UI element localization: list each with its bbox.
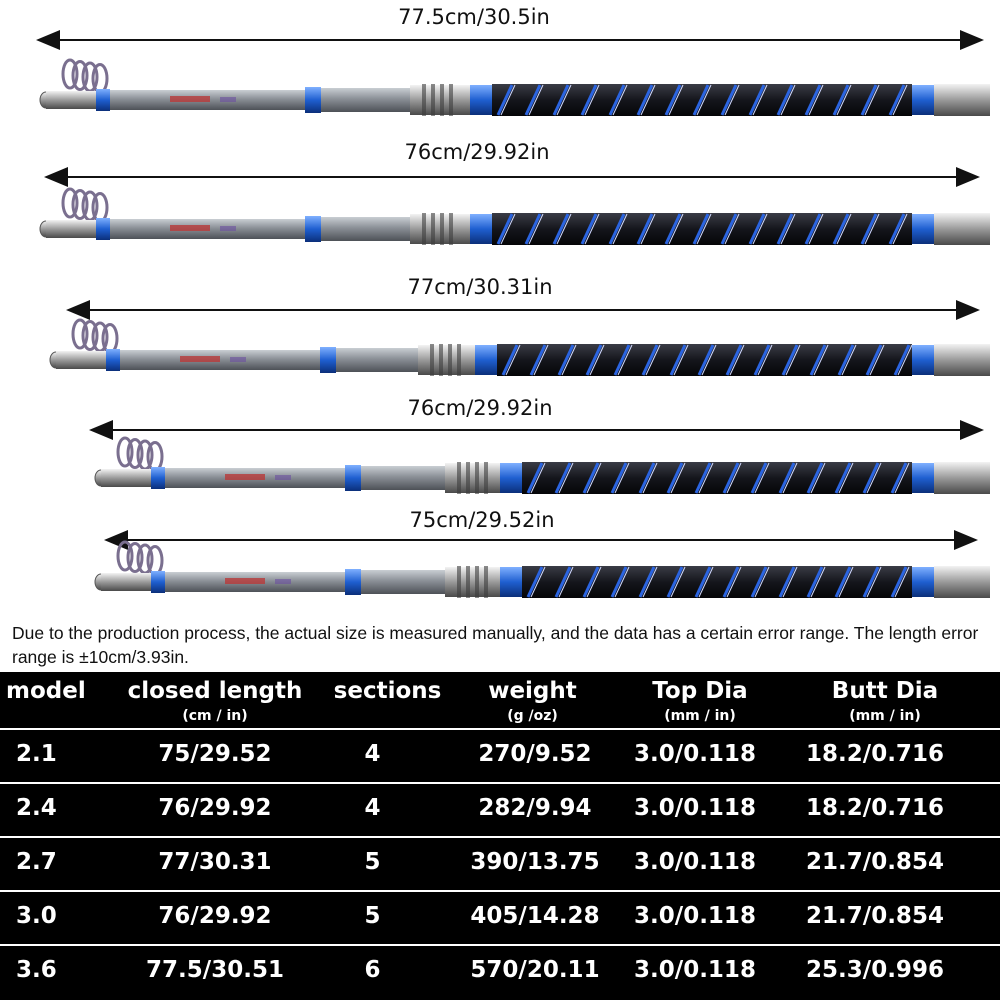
- reel-seat-ring: [448, 344, 452, 376]
- cell-butt-dia: 21.7/0.854: [806, 849, 944, 875]
- spec-table: [0, 672, 1000, 1000]
- blue-band: [912, 345, 934, 375]
- reel-seat-ring: [484, 462, 488, 494]
- table-row: [0, 944, 1000, 998]
- blank-logo: [275, 579, 291, 584]
- length-label-4: 76cm/29.92in: [407, 396, 553, 420]
- cell-weight: 282/9.94: [478, 795, 592, 821]
- table-row: [0, 782, 1000, 836]
- reel-seat-ring: [449, 84, 453, 116]
- cell-top-dia: 3.0/0.118: [634, 957, 756, 983]
- rod-blank: [361, 570, 445, 594]
- cell-sections: 6: [364, 957, 381, 983]
- blank-logo: [275, 475, 291, 480]
- blue-band: [475, 345, 497, 375]
- header-butt-dia: [795, 672, 975, 728]
- blue-band: [151, 467, 165, 489]
- error-range-note: Due to the production process, the actual size is measured manually, and the data has a certain error range. The length error range is ±10cm/3.93in.: [12, 623, 979, 667]
- cell-butt-dia: 18.2/0.716: [806, 795, 944, 821]
- header-weight: [455, 672, 610, 728]
- cell-closed-length: 76/29.92: [158, 795, 272, 821]
- rod-3: [50, 310, 990, 376]
- tip-section: [101, 469, 151, 487]
- guide-ring: [148, 547, 162, 575]
- butt-cap: [934, 213, 990, 245]
- cell-top-dia: 3.0/0.118: [634, 903, 756, 929]
- cell-model: 3.0: [16, 903, 57, 929]
- reel-seat-ring: [475, 566, 479, 598]
- header-closed-length: [110, 672, 320, 728]
- reel-seat-ring: [422, 213, 426, 245]
- tip-section: [101, 573, 151, 591]
- cell-top-dia: 3.0/0.118: [634, 741, 756, 767]
- length-label-3: 77cm/30.31in: [407, 275, 553, 299]
- blue-band: [305, 87, 321, 113]
- blue-band: [96, 218, 110, 240]
- reel-seat-ring: [422, 84, 426, 116]
- rod-blank: [361, 466, 445, 490]
- reel-seat-ring: [440, 213, 444, 245]
- blue-band: [500, 463, 522, 493]
- cell-sections: 5: [364, 849, 381, 875]
- header-butt-dia-unit: (mm / in): [849, 708, 921, 724]
- table-row: [0, 836, 1000, 890]
- rod-2: [40, 177, 990, 245]
- blank-logo: [180, 356, 220, 362]
- tip-section: [56, 351, 106, 369]
- butt-cap: [934, 462, 990, 494]
- cell-weight: 570/20.11: [470, 957, 600, 983]
- blank-logo: [230, 357, 246, 362]
- blue-band: [320, 347, 336, 373]
- blue-band: [96, 89, 110, 111]
- header-weight-unit: (g /oz): [507, 708, 558, 724]
- cell-butt-dia: 21.7/0.854: [806, 903, 944, 929]
- cell-sections: 4: [364, 741, 381, 767]
- guide-ring: [93, 194, 107, 222]
- blue-band: [151, 571, 165, 593]
- cell-closed-length: 75/29.52: [158, 741, 272, 767]
- header-weight-title: weight: [488, 678, 577, 704]
- length-label-5: 75cm/29.52in: [409, 508, 555, 532]
- cell-top-dia: 3.0/0.118: [634, 849, 756, 875]
- cell-closed-length: 77.5/30.51: [146, 957, 284, 983]
- length-label-2: 76cm/29.92in: [404, 140, 550, 164]
- reel-seat-ring: [440, 84, 444, 116]
- cell-butt-dia: 25.3/0.996: [806, 957, 944, 983]
- butt-cap: [934, 84, 990, 116]
- table-row: [0, 890, 1000, 944]
- guide-ring: [103, 325, 117, 353]
- cell-model: 3.6: [16, 957, 57, 983]
- reel-seat-ring: [457, 344, 461, 376]
- reel-seat-ring: [457, 566, 461, 598]
- cell-weight: 270/9.52: [478, 741, 592, 767]
- tip-section: [46, 91, 96, 109]
- header-model: [6, 672, 106, 728]
- rod-1: [40, 40, 990, 116]
- guide-ring: [93, 65, 107, 93]
- blue-band: [912, 463, 934, 493]
- tip-section: [46, 220, 96, 238]
- reel-seat-ring: [430, 344, 434, 376]
- header-top-dia-unit: (mm / in): [664, 708, 736, 724]
- blue-band: [470, 85, 492, 115]
- cell-sections: 5: [364, 903, 381, 929]
- reel-seat-ring: [431, 213, 435, 245]
- blank-logo: [170, 225, 210, 231]
- table-row: [0, 728, 1000, 782]
- cell-closed-length: 77/30.31: [158, 849, 272, 875]
- reel-seat-ring: [475, 462, 479, 494]
- blue-band: [912, 567, 934, 597]
- rod-blank: [321, 217, 410, 241]
- blue-band: [345, 569, 361, 595]
- cell-model: 2.7: [16, 849, 57, 875]
- reel-seat-ring: [457, 462, 461, 494]
- blue-band: [345, 465, 361, 491]
- header-sections-title: sections: [333, 678, 442, 704]
- blue-band: [912, 214, 934, 244]
- reel-seat: [445, 567, 500, 597]
- cell-butt-dia: 18.2/0.716: [806, 741, 944, 767]
- header-top-dia-title: Top Dia: [652, 678, 748, 704]
- reel-seat-ring: [484, 566, 488, 598]
- rod-5: [95, 540, 990, 598]
- reel-seat-ring: [466, 462, 470, 494]
- rod-4: [93, 430, 990, 494]
- blank-logo: [225, 474, 265, 480]
- rod-grip: [522, 566, 912, 598]
- rod-grip: [522, 462, 912, 494]
- reel-seat-ring: [431, 84, 435, 116]
- butt-cap: [934, 344, 990, 376]
- rod-blank: [336, 348, 418, 372]
- header-butt-dia-title: Butt Dia: [831, 678, 939, 704]
- header-closed-length-title: closed length: [127, 678, 303, 704]
- header-sections: [320, 672, 455, 728]
- butt-cap: [934, 566, 990, 598]
- reel-seat: [445, 463, 500, 493]
- cell-top-dia: 3.0/0.118: [634, 795, 756, 821]
- blank-logo: [225, 578, 265, 584]
- reel-seat-ring: [466, 566, 470, 598]
- blue-band: [106, 349, 120, 371]
- length-label-1: 77.5cm/30.5in: [398, 5, 550, 29]
- reel-seat-ring: [449, 213, 453, 245]
- guide-ring: [148, 443, 162, 471]
- blue-band: [470, 214, 492, 244]
- blue-band: [305, 216, 321, 242]
- blank-logo: [220, 226, 236, 231]
- header-closed-length-unit: (cm / in): [182, 708, 248, 724]
- cell-model: 2.1: [16, 741, 57, 767]
- blue-band: [912, 85, 934, 115]
- blue-band: [500, 567, 522, 597]
- cell-model: 2.4: [16, 795, 57, 821]
- reel-seat-ring: [439, 344, 443, 376]
- header-model-title: model: [6, 678, 86, 704]
- header-top-dia: [615, 672, 785, 728]
- cell-closed-length: 76/29.92: [158, 903, 272, 929]
- cell-weight: 405/14.28: [470, 903, 600, 929]
- rod-blank: [321, 88, 410, 112]
- cell-weight: 390/13.75: [470, 849, 600, 875]
- reel-seat: [418, 345, 475, 375]
- blank-logo: [170, 96, 210, 102]
- blank-logo: [220, 97, 236, 102]
- cell-sections: 4: [364, 795, 381, 821]
